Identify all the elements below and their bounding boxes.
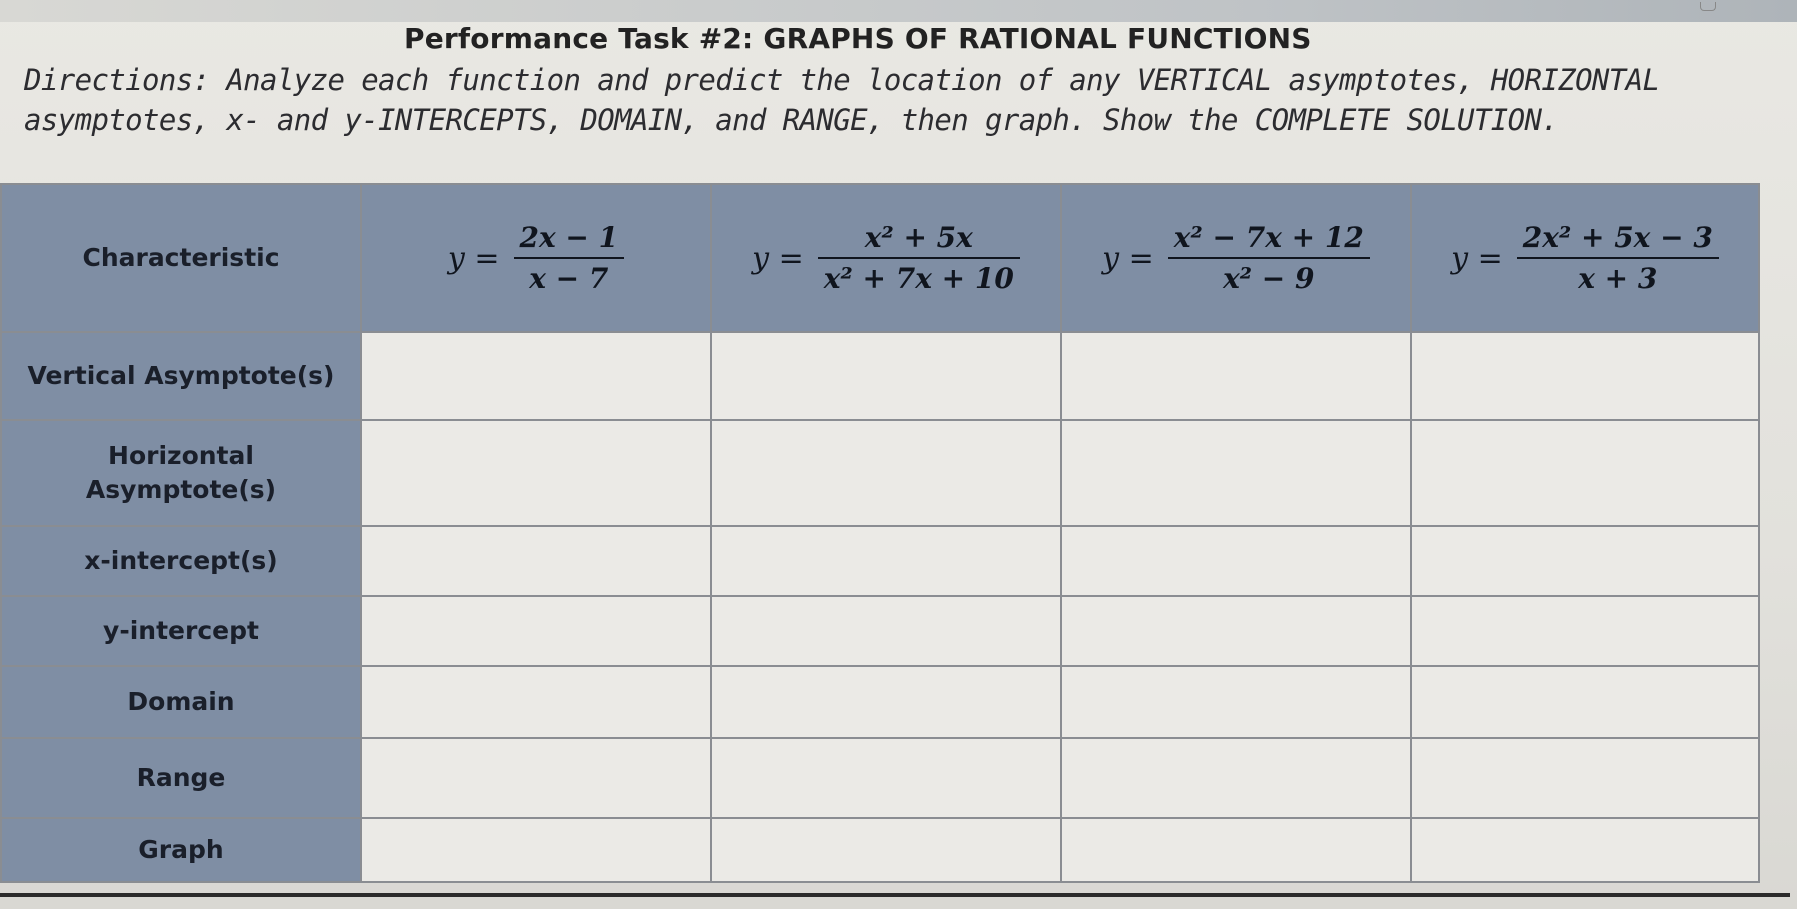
answer-cell[interactable] (1061, 526, 1411, 596)
answer-cell[interactable] (361, 526, 711, 596)
function-1-numerator: 2x − 1 (519, 221, 619, 254)
directions-text: Directions: Analyze each function and predict the location of any VERTICAL asymptotes, HORIZONTAL asymptotes, x- and y-INTERCEPTS, DOMAIN, and RANGE, then graph. Show the COMPLETE SOLUTION. (24, 63, 1660, 137)
function-header-4 (1411, 184, 1759, 332)
row-label-range: Range (1, 738, 361, 818)
answer-cell[interactable] (1061, 420, 1411, 526)
function-4-lhs: y = (1451, 240, 1503, 276)
answer-cell[interactable] (1411, 818, 1759, 882)
row-label-x-intercepts: x-intercept(s) (1, 526, 361, 596)
answer-cell[interactable] (711, 526, 1061, 596)
function-header-1 (361, 184, 711, 332)
answer-cell[interactable] (1411, 666, 1759, 738)
answer-cell[interactable] (1061, 738, 1411, 818)
function-3-numerator: x² − 7x + 12 (1173, 221, 1364, 254)
answer-cell[interactable] (711, 738, 1061, 818)
answer-cell[interactable] (361, 332, 711, 420)
function-header-3 (1061, 184, 1411, 332)
answer-cell[interactable] (711, 332, 1061, 420)
function-1-denominator: x − 7 (529, 262, 609, 295)
function-4-numerator: 2x² + 5x − 3 (1522, 221, 1713, 254)
table-row (1, 738, 1759, 818)
function-header-2 (711, 184, 1061, 332)
fraction-bar (1517, 257, 1719, 259)
table-row (1, 666, 1759, 738)
characteristic-header: Characteristic (1, 184, 361, 332)
fraction-bar (514, 257, 625, 259)
answer-cell[interactable] (1411, 420, 1759, 526)
function-3-lhs: y = (1102, 240, 1154, 276)
answer-cell[interactable] (711, 666, 1061, 738)
answer-cell[interactable] (361, 818, 711, 882)
answer-cell[interactable] (361, 596, 711, 666)
row-label-horizontal-asymptotes-text: Horizontal Asymptote(s) (85, 441, 277, 504)
function-2-numerator: x² + 5x (864, 221, 973, 254)
answer-cell[interactable] (1411, 332, 1759, 420)
answer-cell[interactable] (1411, 596, 1759, 666)
table-row (1, 526, 1759, 596)
table-row (1, 818, 1759, 882)
row-label-vertical-asymptotes: Vertical Asymptote(s) (1, 332, 361, 420)
function-2-lhs: y = (752, 240, 804, 276)
answer-cell[interactable] (711, 818, 1061, 882)
answer-cell[interactable] (711, 420, 1061, 526)
answer-cell[interactable] (1411, 526, 1759, 596)
bookmark-icon (1700, 2, 1716, 11)
row-label-domain: Domain (1, 666, 361, 738)
answer-cell[interactable] (361, 738, 711, 818)
fraction-bar (818, 257, 1020, 259)
function-4-denominator: x + 3 (1578, 262, 1658, 295)
function-header-row (1, 184, 1759, 332)
row-label-graph: Graph (1, 818, 361, 882)
row-label-horizontal-asymptotes (1, 420, 361, 526)
fraction-bar (1168, 257, 1370, 259)
answer-cell[interactable] (1061, 332, 1411, 420)
function-1-lhs: y = (447, 240, 500, 276)
answer-cell[interactable] (1061, 818, 1411, 882)
table-row (1, 596, 1759, 666)
answer-cell[interactable] (1061, 666, 1411, 738)
table-row (1, 332, 1759, 420)
characteristics-table (0, 183, 1760, 883)
answer-cell[interactable] (361, 420, 711, 526)
row-label-y-intercept: y-intercept (1, 596, 361, 666)
function-2-denominator: x² + 7x + 10 (823, 262, 1014, 295)
answer-cell[interactable] (361, 666, 711, 738)
bottom-rule (0, 893, 1790, 897)
table-row (1, 420, 1759, 526)
function-3-denominator: x² − 9 (1223, 262, 1315, 295)
top-strip (0, 0, 1797, 22)
page-title: Performance Task #2: GRAPHS OF RATIONAL FUNCTIONS (404, 22, 1312, 55)
answer-cell[interactable] (1411, 738, 1759, 818)
answer-cell[interactable] (711, 596, 1061, 666)
answer-cell[interactable] (1061, 596, 1411, 666)
